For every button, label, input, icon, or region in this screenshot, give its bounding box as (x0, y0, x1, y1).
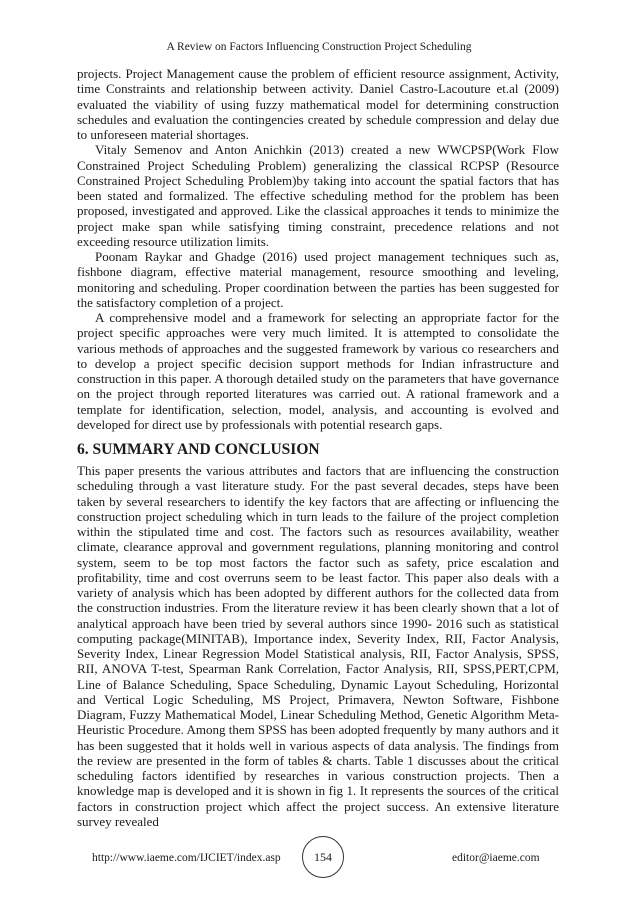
footer-email-link[interactable]: editor@iaeme.com (452, 852, 540, 864)
paragraph-semenov: Vitaly Semenov and Anton Anichkin (2013) created a new WWCPSP(Work Flow Constrained Project Scheduling Problem) generalizing the classical RCPSP (Resource Constrained Project Scheduling Problem)by taking into account the spatial factors that has been stated and formalized. The effective scheduling method for the problem has been proposed, investigated and approved. Like the classical approaches it tends to minimize the project make span while satisfying timing constraint, precedence relations and not exceeding resource utilization limits. (77, 142, 559, 249)
section-heading: 6. SUMMARY AND CONCLUSION (77, 441, 320, 458)
page-number-badge: 154 (302, 836, 344, 878)
paragraph-framework: A comprehensive model and a framework for selecting an appropriate factor for the project specific approaches were very much limited. It is attempted to consolidate the various methods of approaches and the suggested framework by various co researchers and to develop a project specific decision support methods for Indian infrastructure and construction in this paper. A thorough detailed study on the parameters that have governance on the project through reported literatures was carried out. A rational framework and a template for identification, selection, model, analysis, and accounting is evolved and developed for direct use by professionals with potential research gaps. (77, 310, 559, 432)
paragraph-continued: projects. Project Management cause the problem of efficient resource assignment, Activity, time Constraints and relationship between activity. Daniel Castro-Lacouture et.al (2009) evaluated the viability of using fuzzy mathematical model for determining construction schedules and evaluation the contingencies created by schedule compression and delay due to unforeseen material shortages. (77, 66, 559, 142)
footer-url-link[interactable]: http://www.iaeme.com/IJCIET/index.asp (92, 852, 281, 864)
paragraph-summary: This paper presents the various attributes and factors that are influencing the construction scheduling through a vast literature study. For the past several decades, steps have been taken by several researchers to identify the key factors that are affecting or influencing the construction project scheduling which in turn leads to the failure of the project completion within the stipulated time and cost. The factors such as resources availability, weather climate, clearance approval and government regulations, planning monitoring and control system, seem to be top most factors the factor such as safety, price escalation and profitability, time and cost overruns seem to be least factor. This paper also deals with a variety of analysis which has been adopted by different authors for the collected data from the construction industries. From the literature review it has been clearly shown that a lot of analytical approach have been tried by several authors since 1990- 2016 such as statistical computing package(MINITAB), Importance index, Severity Index, RII, Factor Analysis, Severity Index, Linear Regression Model Statistical analysis, RII, Factor Analysis, SPSS, RII, ANOVA T-test, Spearman Rank Correlation, Factor Analysis, RII, SPSS,PERT,CPM, Line of Balance Scheduling, Space Scheduling, Dynamic Layout Scheduling, Horizontal and Vertical Logic Scheduling, MS Project, Primavera, Newton Software, Fishbone Diagram, Fuzzy Mathematical Model, Linear Scheduling Method, Genetic Algorithm Meta-Heuristic Procedure. Among them SPSS has been adopted frequently by many authors and it has been suggested that it holds well in various aspects of data analysis. The findings from the review are presented in the form of tables & charts. Table 1 discusses about the critical scheduling factors identified by researches in various construction projects. Then a knowledge map is developed and it is shown in fig 1. It represents the sources of the critical factors in construction project which affect the project success. An extensive literature survey revealed (77, 463, 559, 829)
page-footer (0, 836, 638, 880)
page-body (77, 66, 559, 829)
paragraph-raykar: Poonam Raykar and Ghadge (2016) used project management techniques such as, fishbone diagram, effective material management, resource smoothing and leveling, monitoring and scheduling. Proper coordination between the parties has been suggested for the satisfactory completion of a project. (77, 249, 559, 310)
running-header: A Review on Factors Influencing Construction Project Scheduling (166, 41, 472, 53)
